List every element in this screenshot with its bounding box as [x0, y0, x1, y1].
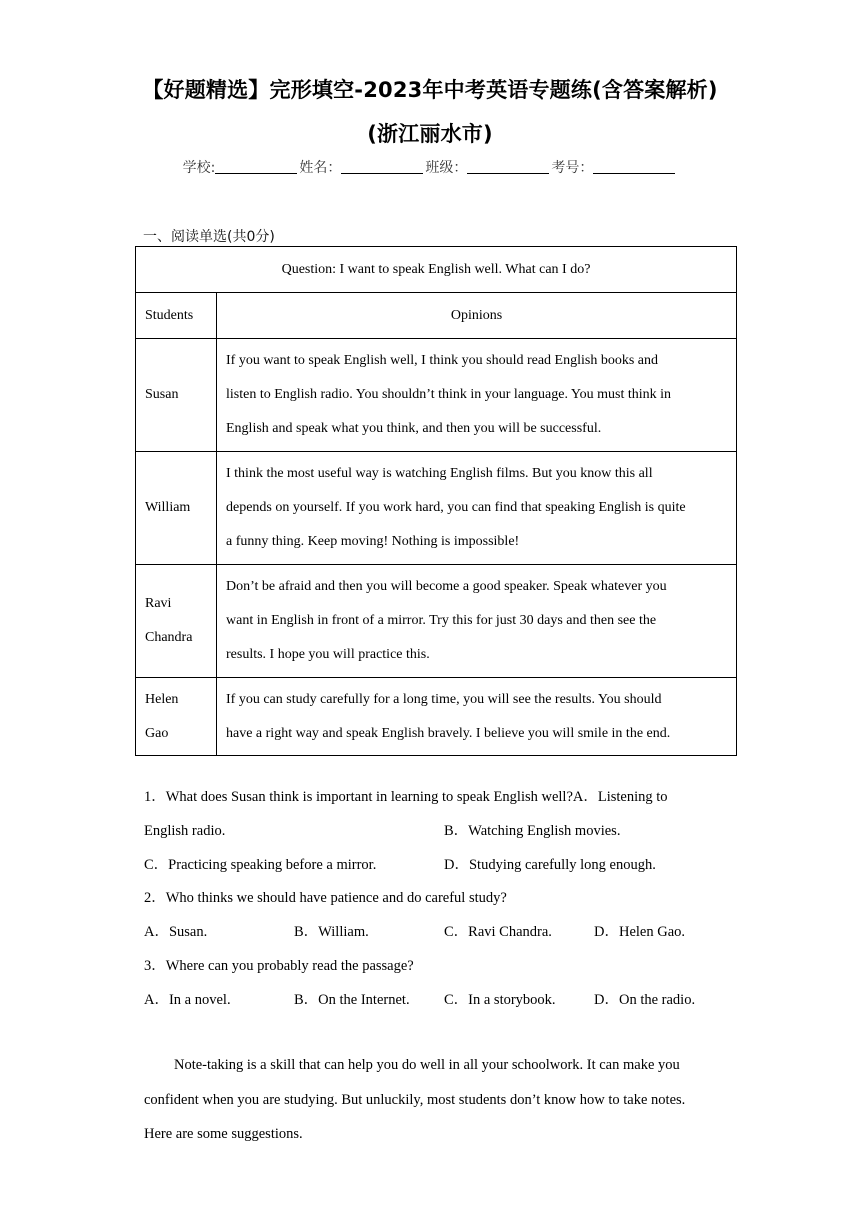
- class-field[interactable]: [467, 159, 549, 174]
- passage-line: Here are some suggestions.: [144, 1126, 303, 1142]
- table-row: [136, 565, 737, 678]
- name-line: Gao: [145, 725, 169, 741]
- opinion-line: If you can study carefully for a long time, you will see the results. You should: [226, 691, 662, 707]
- opinion-line: depends on yourself. If you work hard, you can find that speaking English is quite: [226, 500, 686, 515]
- opinion-cell: [217, 452, 737, 565]
- passage-line: confident when you are studying. But unluckily, most students don’t know how to take notes.: [144, 1092, 686, 1108]
- name-field[interactable]: [341, 159, 423, 174]
- student-name: [136, 339, 217, 452]
- opinion-line: have a right way and speak English bravely. I believe you will smile in the end.: [226, 725, 671, 741]
- name-line: Chandra: [145, 630, 193, 645]
- exam-number-label: 考号：: [551, 160, 594, 176]
- name-line: Susan: [145, 387, 179, 402]
- passage-line: Note-taking is a skill that can help you do well in all your schoolwork. It can make you: [174, 1057, 680, 1073]
- column-header-students: Students: [136, 293, 217, 339]
- question-2: 2．Who thinks we should have patience and do careful study?: [144, 890, 507, 906]
- class-label: 班级：: [425, 160, 468, 176]
- option-b[interactable]: B．Watching English movies.: [444, 823, 621, 839]
- question-3: 3．Where can you probably read the passage?: [144, 958, 414, 974]
- opinion-line: If you want to speak English well, I think you should read English books and: [226, 353, 658, 368]
- opinions-table: [135, 246, 737, 756]
- student-name: [136, 678, 217, 756]
- option-a[interactable]: A．Listening to: [572, 789, 668, 805]
- option-d[interactable]: D．Helen Gao.: [594, 924, 686, 940]
- opinion-line: English and speak what you think, and then you will be successful.: [226, 421, 602, 436]
- student-name: [136, 565, 217, 678]
- name-label: 姓名：: [299, 160, 342, 176]
- document-title: 【好题精选】完形填空-2023年中考英语专题练(含答案解析): [142, 78, 718, 102]
- option-d[interactable]: D．Studying carefully long enough.: [444, 857, 656, 873]
- option-c[interactable]: C．Practicing speaking before a mirror.: [144, 857, 377, 873]
- table-row: [136, 339, 737, 452]
- table-header-row: [136, 293, 737, 339]
- opinion-line: I think the most useful way is watching English films. But you know this all: [226, 466, 653, 481]
- opinion-line: want in English in front of a mirror. Try this for just 30 days and then see the: [226, 613, 657, 628]
- question-stem: 1．What does Susan think is important in learning to speak English well?: [144, 789, 573, 805]
- section-title: 一、阅读单选(共0分): [143, 229, 275, 245]
- option-a-continued[interactable]: English radio.: [144, 823, 226, 839]
- option-c[interactable]: C．Ravi Chandra.: [444, 924, 552, 940]
- opinion-line: listen to English radio. You shouldn’t think in your language. You must think in: [226, 387, 672, 402]
- school-label: 学校:: [182, 160, 216, 176]
- opinion-cell: [217, 339, 737, 452]
- student-info-line: [0, 157, 860, 177]
- opinion-cell: [217, 678, 737, 756]
- school-field[interactable]: [215, 159, 297, 174]
- column-header-opinions: Opinions: [217, 293, 737, 339]
- option-c[interactable]: C．In a storybook.: [444, 992, 556, 1008]
- name-line: Helen: [145, 691, 179, 707]
- table-row: [136, 678, 737, 756]
- student-name: [136, 452, 217, 565]
- option-d[interactable]: D．On the radio.: [594, 992, 696, 1008]
- option-b[interactable]: B．On the Internet.: [294, 992, 410, 1008]
- question-1: [144, 787, 668, 807]
- option-a[interactable]: A．In a novel.: [144, 992, 231, 1008]
- opinion-line: results. I hope you will practice this.: [226, 647, 430, 662]
- option-b[interactable]: B．William.: [294, 924, 369, 940]
- document-subtitle: (浙江丽水市): [367, 122, 493, 146]
- table-question-row: [136, 247, 737, 293]
- table-row: [136, 452, 737, 565]
- option-a[interactable]: A．Susan.: [144, 924, 208, 940]
- opinion-cell: [217, 565, 737, 678]
- opinion-line: Don’t be afraid and then you will become a good speaker. Speak whatever you: [226, 579, 667, 594]
- name-line: William: [145, 500, 191, 515]
- opinion-line: a funny thing. Keep moving! Nothing is impossible!: [226, 534, 520, 549]
- exam-number-field[interactable]: [593, 159, 675, 174]
- table-question: Question: I want to speak English well. What can I do?: [136, 247, 737, 293]
- name-line: Ravi: [145, 596, 172, 611]
